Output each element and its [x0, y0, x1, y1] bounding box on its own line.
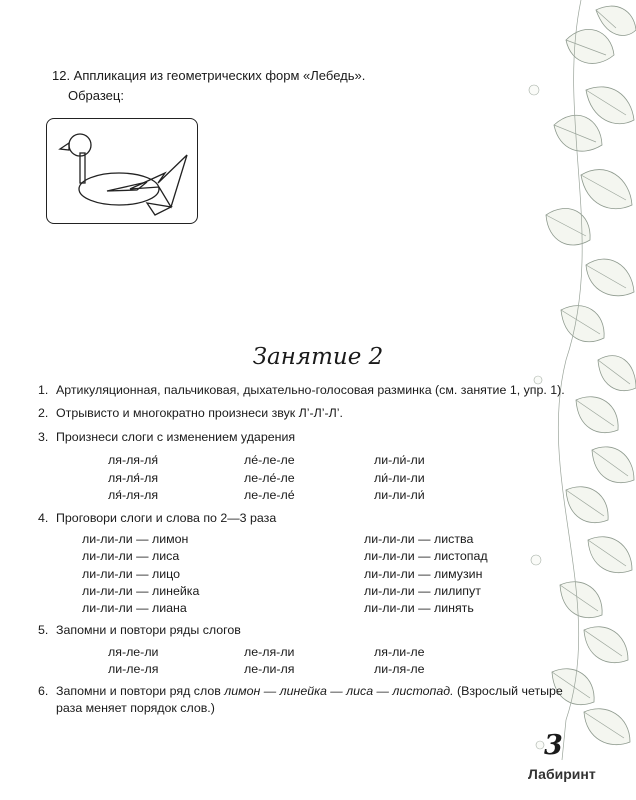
sample-label: Образец:: [68, 88, 124, 103]
leaf-border-decoration: [526, 0, 636, 800]
word-row: ли-ли-ли — лилипут: [364, 583, 481, 598]
syllable-row: ли-ля-ле: [374, 662, 425, 676]
swan-drawing: [47, 119, 197, 223]
syllable-row: ле-ли-ля: [244, 662, 295, 676]
words-column-right: [364, 531, 488, 617]
swan-tail-triangle: [130, 155, 187, 207]
word-row: ли-ли-ли — лиса: [82, 549, 180, 564]
stress-syllables-grid: [0, 452, 636, 508]
item-number: 2.: [38, 406, 49, 420]
syllable-row: ля-ли-ле: [374, 645, 425, 659]
item-1: [38, 383, 565, 397]
word-row: ли-ли-ли — лиана: [82, 601, 187, 616]
stress-column-1: [108, 452, 158, 505]
word-sequence: лимон — линейка — лиса — листопад.: [224, 684, 454, 698]
item-4: [38, 511, 276, 525]
task-12-text: 12. Аппликация из геометрических форм «Лебедь».: [52, 68, 366, 83]
syllables-words-list: [0, 531, 636, 621]
word-row: ли-ли-ли — листопад: [364, 549, 488, 564]
swan-sample-image: [46, 118, 198, 224]
watermark-logo: Лабиринт: [528, 766, 596, 782]
item-5: [38, 623, 241, 637]
item-number: 4.: [38, 511, 49, 525]
item-6-line-2: раза меняет порядок слов.): [56, 701, 215, 715]
item-text-after: (Взрослый четыре: [453, 684, 563, 698]
item-text: Запомни и повтори ряды слогов: [56, 623, 241, 637]
swan-neck-rect: [80, 153, 85, 183]
syllable-row: ли-ли́-ли: [374, 453, 425, 467]
item-text-before: Запомни и повтори ряд слов: [56, 684, 225, 698]
syllable-rows-grid: [0, 644, 636, 680]
rows-column-3: [374, 644, 424, 678]
rows-column-2: [244, 644, 294, 678]
item-6: [38, 684, 563, 698]
rows-column-1: [108, 644, 158, 678]
syllable-row: ле-ле-ле́: [244, 488, 295, 502]
syllable-row: ле-ля-ли: [244, 645, 295, 659]
word-row: ли-ли-ли — линять: [364, 601, 474, 616]
swan-foot-triangle: [147, 203, 171, 215]
syllable-row: ле-ле́-ле: [244, 470, 295, 485]
item-number: 1.: [38, 383, 49, 397]
word-row: ли-ли-ли — лицо: [82, 566, 180, 581]
syllable-row: ля-ля-ля́: [108, 453, 159, 467]
swan-beak-triangle: [60, 143, 69, 150]
lesson-title: Занятие 2: [252, 344, 384, 370]
syllable-row: ле́-ле-ле: [244, 453, 295, 467]
task-12: [52, 66, 365, 106]
item-number: 6.: [38, 684, 49, 698]
stress-column-2: [244, 452, 295, 505]
syllable-row: ля́-ля-ля: [108, 488, 159, 502]
word-row: ли-ли-ли — листва: [364, 532, 474, 546]
page-number: 3: [544, 730, 563, 761]
syllable-row: ля-ле-ли: [108, 645, 159, 659]
word-row: ли-ли-ли — лимузин: [364, 566, 483, 581]
word-row: ли-ли-ли — лимон: [82, 532, 189, 546]
syllable-row: ли-ле-ля: [108, 662, 159, 676]
item-text: Проговори слоги и слова по 2—3 раза: [56, 511, 277, 525]
swan-wing-triangle: [107, 182, 147, 191]
item-text: Произнеси слоги с изменением ударения: [56, 430, 296, 444]
swan-body-ellipse: [79, 173, 159, 205]
item-2: [38, 406, 343, 420]
stress-column-3: [374, 452, 425, 505]
item-number: 5.: [38, 623, 49, 637]
item-text: Отрывисто и многократно произнеси звук Л’-Л’-Л’.: [56, 406, 343, 420]
item-text: Артикуляционная, пальчиковая, дыхательно-голосовая разминка (см. занятие 1, упр. 1).: [56, 383, 565, 397]
item-3: [38, 430, 295, 444]
item-number: 3.: [38, 430, 49, 444]
words-column-left: [82, 531, 199, 617]
syllable-row: ли-ли-ли́: [374, 488, 425, 502]
syllable-row: ли́-ли-ли: [374, 470, 425, 485]
word-row: ли-ли-ли — линейка: [82, 583, 200, 598]
syllable-row: ля-ля́-ля: [108, 470, 159, 485]
